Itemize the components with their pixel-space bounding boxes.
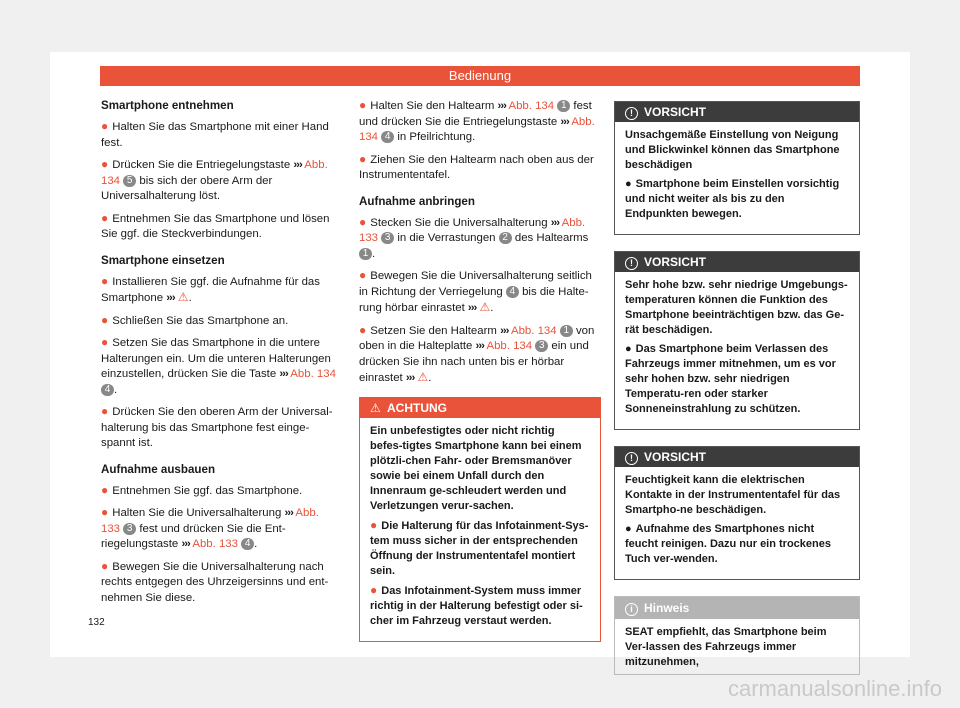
notice-icon: ! [625, 107, 638, 120]
step: ● Drücken Sie den oberen Arm der Universal-halterung bis das Smartphone fest einge-spannt ist. [101, 404, 333, 449]
achtung-box [359, 397, 601, 642]
figure-link[interactable]: Abb. 134 [511, 324, 557, 337]
step: ● Drücken Sie die Entriegelungstaste ››› Abb. 134 5 bis sich der obere Arm der Universalhalterung löst. [101, 157, 328, 202]
callout-number: 4 [101, 384, 114, 396]
vorsicht-body [615, 272, 859, 429]
vorsicht-header: ! VORSICHT [615, 252, 859, 272]
callout-number: 3 [123, 523, 136, 535]
bullet-icon: ● [359, 322, 367, 337]
info-icon: i [625, 603, 638, 616]
step: ● Bewegen Sie die Universalhalterung nach rechts entgegen des Uhrzeigersinns und ent-nehmen Sie diese. [101, 558, 329, 604]
vorsicht-header: ! VORSICHT [615, 102, 859, 122]
hint-text: SEAT empfiehlt, das Smartphone beim Ver-lassen des Fahrzeugs immer mitzunehmen, [625, 626, 827, 668]
bullet-icon: ● [370, 517, 378, 532]
vorsicht-body [615, 467, 859, 579]
notice-text: Sehr hohe bzw. sehr niedrige Umgebungs-temperaturen können die Funktion des Smartphone beeinträchtigen bzw. das Ge-rät beschädigen. [625, 279, 848, 336]
bullet-icon: ● [359, 268, 367, 282]
bullet-icon: ● [101, 273, 109, 288]
column-1 [101, 98, 337, 612]
step: ● Entnehmen Sie ggf. das Smartphone. [101, 482, 303, 497]
step: ● Schließen Sie das Smartphone an. [101, 312, 289, 327]
notice-icon: ! [625, 257, 638, 270]
vorsicht-box [614, 446, 860, 580]
step: ● Ziehen Sie den Haltearm nach oben aus der Instrumententafel. [359, 151, 594, 181]
callout-number: 1 [560, 325, 573, 337]
bullet-icon: ● [359, 98, 367, 112]
figure-link[interactable]: Abb. 134 [486, 340, 533, 352]
callout-number: 3 [381, 232, 394, 244]
heading-anbringen: Aufnahme anbringen [359, 194, 475, 208]
bullet-icon: ● [101, 482, 109, 497]
bullet-icon: ● [359, 151, 367, 166]
heading-ausbauen: Aufnahme ausbauen [101, 462, 216, 476]
step: ● Bewegen Sie die Universalhalterung seitlich in Richtung der Verriegelung 4 bis die Halte-rung hörbar einrastet ››› ⚠. [359, 268, 592, 314]
bullet-icon: ● [101, 312, 109, 327]
step: ● Halten Sie die Universalhalterung ››› Abb. 133 3 fest und drücken Sie die Ent-riegelungstaste ››› Abb. 133 4 . [101, 505, 319, 550]
vorsicht-box [614, 251, 860, 430]
hinweis-box [614, 596, 860, 675]
figure-link[interactable]: Abb. 133 [101, 507, 319, 535]
bullet-icon: ● [101, 210, 109, 225]
warning-item: ● Die Halterung für das Infotainment-Sys-tem muss sicher in der entsprechenden Öffnung der Instrumententafel montiert sein. [370, 517, 589, 577]
warning-icon[interactable]: ⚠ [417, 370, 429, 384]
figure-link[interactable]: Abb. 134 [359, 115, 595, 143]
page-number: 132 [88, 617, 105, 628]
vorsicht-box [614, 101, 860, 235]
warning-item: ● Das Infotainment-System muss immer richtig in der Halterung befestigt oder si-cher im Fahrzeug verstaut werden. [370, 582, 583, 627]
figure-link[interactable]: Abb. 133 [359, 216, 586, 244]
figure-link[interactable]: Abb. 134 [508, 100, 555, 112]
bullet-icon: ● [101, 335, 109, 349]
callout-number: 4 [381, 131, 394, 143]
callout-number: 2 [499, 232, 512, 244]
notice-item: ● Smartphone beim Einstellen vorsichtig und nicht weiter als bis zu den Endpunkten bewegen. [625, 178, 840, 220]
callout-number: 5 [123, 175, 136, 187]
notice-text: Feuchtigkeit kann die elektrischen Kontakte in der Instrumententafel für das Smartpho-ne beschädigen. [625, 474, 841, 516]
callout-number: 4 [241, 538, 254, 550]
column-3 [614, 101, 860, 675]
bullet-icon: ● [101, 404, 109, 418]
heading-entnehmen: Smartphone entnehmen [101, 99, 234, 112]
callout-number: 1 [359, 248, 372, 260]
notice-item: ● Das Smartphone beim Verlassen des Fahrzeugs immer mitnehmen, um es vor sehr hohen bzw. sehr niedrigen Temperatu-ren oder starker Sonneneinstrahlung zu schützen. [625, 343, 836, 415]
callout-number: 1 [557, 100, 570, 112]
callout-number: 3 [535, 340, 548, 352]
warning-icon: ⚠ [370, 400, 381, 415]
warning-text: Ein unbefestigtes oder nicht richtig befes-tigtes Smartphone kann bei einem plötzli-chen Fahr- oder Bremsmanöver sowie bei einem Unfall durch den Innenraum ge-schleudert werden und Verletzungen verur-sachen. [370, 424, 582, 512]
watermark: carmanualsonline.info [727, 676, 942, 701]
bullet-icon: ● [101, 505, 109, 519]
notice-text: Unsachgemäße Einstellung von Neigung und Blickwinkel können das Smartphone beschädigen [625, 129, 840, 171]
step: ● Entnehmen Sie das Smartphone und lösen Sie ggf. die Steckverbindungen. [101, 210, 330, 240]
heading-einsetzen: Smartphone einsetzen [101, 253, 225, 267]
figure-link[interactable]: Abb. 134 [101, 159, 328, 187]
bullet-icon: ● [359, 214, 367, 229]
vorsicht-body [615, 122, 859, 234]
bullet-icon: ● [101, 119, 109, 133]
figure-link[interactable]: Abb. 133 [192, 538, 238, 550]
bullet-icon: ● [101, 157, 109, 171]
bullet-icon: ● [370, 582, 378, 597]
step: ● Halten Sie das Smartphone mit einer Hand fest. [101, 119, 329, 149]
notice-item: ● Aufnahme des Smartphones nicht feucht reinigen. Dazu nur ein trockenes Tuch ver-wenden. [625, 523, 831, 565]
step: ● Setzen Sie den Haltearm ››› Abb. 134 1 von oben in die Halteplatte ››› Abb. 134 3 ein und drücken Sie ihn nach unten bis er hörbar einrastet ››› ⚠. [359, 322, 595, 384]
figure-link[interactable]: Abb. 134 [290, 368, 336, 380]
achtung-header: ⚠ ACHTUNG [360, 398, 600, 418]
notice-icon: ! [625, 452, 638, 465]
callout-number: 4 [506, 286, 519, 298]
step: ● Halten Sie den Haltearm ››› Abb. 134 1 fest und drücken Sie die Entriegelungstaste ››› Abb. 134 4 in Pfeilrichtung. [359, 98, 595, 143]
warning-icon[interactable]: ⚠ [177, 290, 189, 304]
warning-icon[interactable]: ⚠ [479, 300, 491, 314]
achtung-body [360, 418, 600, 641]
hinweis-header: i Hinweis [615, 597, 859, 619]
step: ● Installieren Sie ggf. die Aufnahme für das Smartphone ››› ⚠. [101, 273, 320, 304]
column-2 [359, 98, 601, 642]
vorsicht-header: ! VORSICHT [615, 447, 859, 467]
hinweis-body [615, 619, 859, 674]
section-header: Bedienung [100, 66, 860, 86]
step: ● Setzen Sie das Smartphone in die untere Halterungen ein. Um die unteren Halterungen einzustellen, drücken Sie die Taste ››› Abb. 134 4 . [101, 335, 336, 396]
step: ● Stecken Sie die Universalhalterung ››› Abb. 133 3 in die Verrastungen 2 des Haltearms 1 . [359, 214, 589, 260]
bullet-icon: ● [101, 558, 109, 573]
